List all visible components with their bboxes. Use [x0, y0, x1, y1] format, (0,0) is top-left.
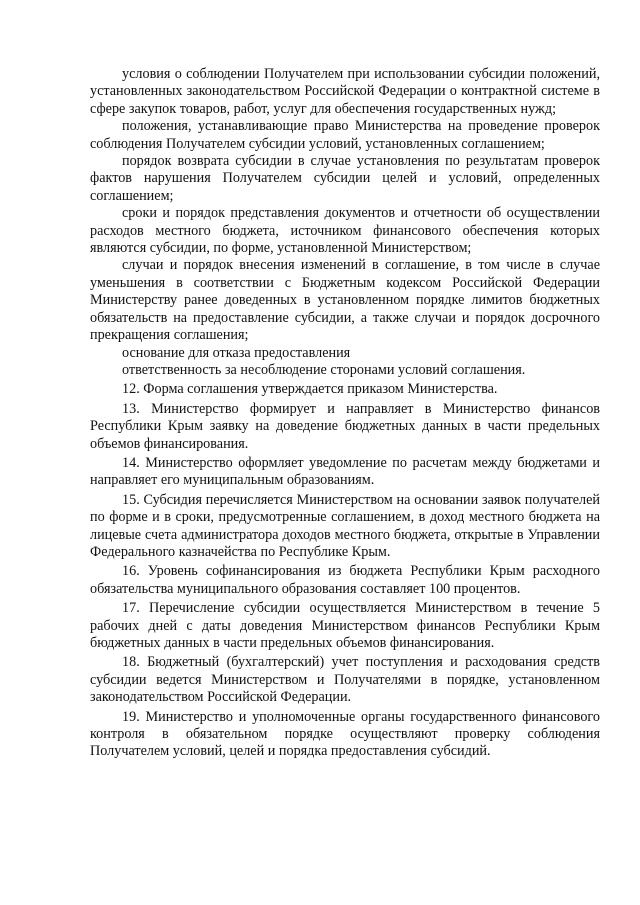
paragraph-item-18: 18. Бюджетный (бухгалтерский) учет поступления и расходования средств субсидии ведется Министерством и Получателями в порядке, установленном законодательством Российской Федерации.: [90, 654, 600, 706]
paragraph-item-17: 17. Перечисление субсидии осуществляется Министерством в течение 5 рабочих дней с даты доведения Министерством финансов Республики Крым бюджетных данных в части предельных объемов финансирования.: [90, 600, 600, 651]
paragraph-subsidy-return: порядок возврата субсидии в случае установления по результатам проверок фактов нарушения Получателем субсидии целей и условий, определенных соглашением;: [90, 153, 600, 204]
paragraph-item-12: 12. Форма соглашения утверждается приказом Министерства.: [122, 381, 498, 398]
paragraph-item-15: 15. Субсидия перечисляется Министерством на основании заявок получателей по форме и в сроки, предусмотренные соглашением, в доход местного бюджета на лицевые счета администратора доходов местного бюджета, открытые в Управлении Федерального казначейства по Республике Крым.: [90, 491, 600, 560]
paragraph-item-19: 19. Министерство и уполномоченные органы государственного финансового контроля в обязательном порядке осуществляют проверку соблюдения Получателем условий, целей и порядка предоставления субсидий.: [90, 708, 600, 760]
paragraph-responsibility: ответственность за несоблюдение сторонами условий соглашения.: [122, 361, 526, 378]
paragraph-item-13: 13. Министерство формирует и направляет в Министерство финансов Республики Крым заявку на доведение бюджетных данных в части предельных объемов финансирования.: [90, 400, 600, 452]
document-page: [90, 66, 600, 761]
paragraph-agreement-changes: случаи и порядок внесения изменений в соглашение, в том числе в случае уменьшения в соответствии с Бюджетным кодексом Российской Федерации Министерству ранее доведенных в установленном порядке лимитов бюджетных обязательств на предоставление субсидии, а также случаи и порядок досрочного прекращения соглашения;: [90, 257, 600, 344]
paragraph-conditions-procurement: условия о соблюдении Получателем при использовании субсидии положений, установленных законодательством Российской Федерации о контрактной системе в сфере закупок товаров, работ, услуг для обеспечения государственных нужд;: [90, 66, 600, 117]
paragraph-reporting-terms: сроки и порядок представления документов и отчетности об осуществлении расходов местного бюджета, источником финансового обеспечения которых являются субсидии, по форме, установленной Министерством;: [90, 205, 600, 257]
paragraph-item-14: 14. Министерство оформляет уведомление по расчетам между бюджетами и направляет его муниципальным образованиям.: [90, 454, 600, 489]
paragraph-item-16: 16. Уровень софинансирования из бюджета Республики Крым расходного обязательства муниципального образования составляет 100 процентов.: [90, 563, 600, 597]
paragraph-refusal-grounds: основание для отказа предоставления: [122, 344, 351, 361]
paragraph-ministry-inspection-right: положения, устанавливающие право Министерства на проведение проверок соблюдения Получателем субсидии условий, установленных соглашением;: [90, 118, 600, 152]
